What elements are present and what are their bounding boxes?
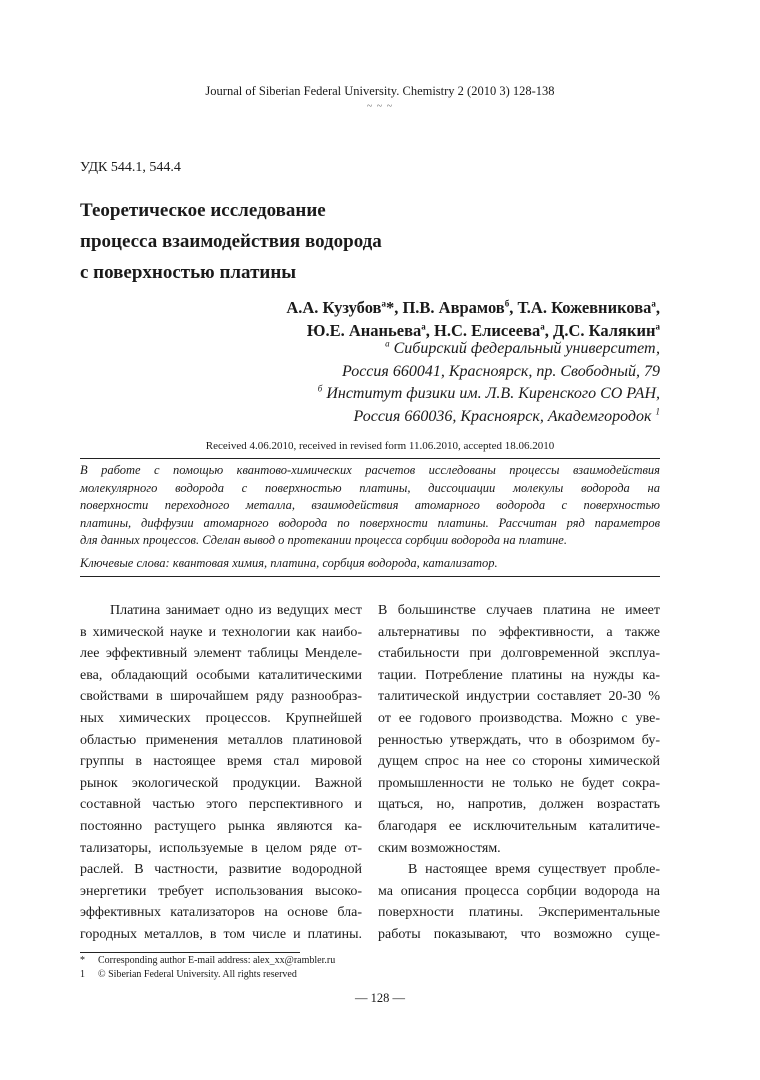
footnote-text: Corresponding author E-mail address: alex_xx@rambler.ru (98, 955, 336, 966)
abstract-bottom-rule (80, 576, 660, 577)
body-line: ренностью утверждать, что в обозримом бу- (378, 732, 660, 748)
body-column-right (378, 600, 660, 946)
author-line-1 (286, 296, 660, 319)
abstract-top-rule (80, 458, 660, 459)
body-line: тализаторы, используемые в целом ряде от- (80, 840, 362, 856)
footnote (80, 969, 297, 980)
title-line: процесса взаимодействия водорода (80, 231, 382, 252)
body-line: городных металлов, в том числе и платины. (80, 926, 362, 942)
udc-code: УДК 544.1, 544.4 (80, 160, 181, 175)
body-line: ных химических процессов. Крупнейшей (80, 710, 362, 726)
author-name: Ю.Е. Ананьева (306, 321, 422, 340)
affiliations (318, 338, 660, 428)
abstract-line: В работе с помощью квантово-химических расчетов исследованы процессы взаимодействия (80, 463, 660, 477)
body-line: дущем спрос на нее со стороны химической (378, 754, 660, 770)
body-line: раслей. В частности, развитие водородной (80, 862, 362, 878)
footnote-mark: * (80, 955, 85, 966)
header-ornament: ~ ~ ~ (366, 101, 394, 112)
body-line: альтернативы по эффективности, а также (378, 624, 660, 640)
body-line: работы показывают, что возможно суще- (378, 926, 660, 942)
author-name: Д.С. Калякин (553, 321, 656, 340)
author-affil-mark: а (421, 321, 426, 332)
body-line: рынок экологической продукции. Важной (80, 775, 362, 791)
author-name: П.В. Аврамов (402, 298, 505, 317)
body-line: составной частью этого перспективного и (80, 797, 362, 813)
author-separator: , (425, 321, 435, 340)
author-list (286, 296, 660, 342)
body-line: промышленности не только не будет сокра- (378, 775, 660, 791)
journal-header: Journal of Siberian Federal University. Chemistry 2 (2010 3) 128-138 (205, 84, 555, 98)
author-separator: , (509, 298, 518, 317)
author-separator: , (394, 298, 403, 317)
paper-title (80, 195, 500, 288)
footnote-text: © Siberian Federal University. All rights reserved (98, 969, 297, 980)
affiliation-a-address: Россия 660041, Красноярск, пр. Свободный, 79 (342, 362, 660, 380)
footnote (80, 955, 335, 966)
corresponding-mark: * (385, 298, 395, 317)
affiliation-b (318, 383, 660, 406)
abstract-line: платины, диффузии атомарного водорода по поверхности платины. Рассчитан ряд параметров (80, 515, 660, 530)
author-affil-mark: а (540, 321, 545, 332)
body-line: талитической индустрии составляет 20-30 % (378, 689, 660, 705)
body-line: тации. Потребление платины на нужды ка- (378, 667, 660, 683)
body-line: постоянно растущего рынка являются ка- (80, 818, 362, 834)
body-line: эффективных катализаторов на основе бла- (80, 905, 362, 921)
author-separator: , (544, 321, 553, 340)
received-dates: Received 4.06.2010, received in revised form 11.06.2010, accepted 18.06.2010 (205, 440, 555, 452)
affiliation-b-address (318, 406, 660, 429)
author-affil-mark: б (504, 298, 510, 309)
abstract-line: молекулярного водорода с поверхностью платины, диссоциации молекулы водорода на (80, 480, 660, 495)
footnote-mark: 1 (80, 969, 85, 980)
body-column-left (80, 600, 362, 946)
footnote-ref: 1 (655, 406, 660, 417)
affiliation-a (318, 338, 660, 361)
abstract (80, 462, 660, 550)
title-line: с поверхностью платины (80, 262, 297, 283)
affil-text: Россия 660036, Красноярск, Академгородок (353, 407, 656, 425)
body-line: Платина занимает одно из ведущих мест (110, 603, 362, 618)
author-name: А.А. Кузубов (286, 298, 382, 317)
body-line: свойствами в широчайшем ряду разнообраз- (80, 689, 362, 705)
body-line: щаться, но, напротив, должен возрастать (378, 797, 660, 813)
body-line: областью применения металлов платиновой (80, 732, 362, 748)
body-line: ева, обладающий особыми каталитическими (80, 667, 362, 683)
body-line: от ее годового производства. Можно с уве- (378, 710, 660, 726)
body-line: поверхности платины. Экспериментальные (378, 905, 660, 921)
author-affil-mark: а (651, 298, 656, 309)
body-line: ским возможностям. (378, 840, 501, 856)
author-name: Т.А. Кожевникова (517, 298, 652, 317)
abstract-line: поверхности переходного металла, взаимодействия атомарного водорода с поверхностью (80, 498, 660, 512)
author-separator: , (655, 298, 660, 317)
body-line: в химической науке и технологии как наибо- (80, 624, 362, 640)
body-line: группы в настоящее время стал мировой (80, 754, 362, 770)
body-line: ма описания процесса сорбции водорода на (378, 883, 660, 899)
body-line: В настоящее время существует пробле- (408, 862, 660, 878)
body-line: благодаря ее исключительным каталитиче- (378, 818, 660, 834)
body-line: энергетики требует использования высоко- (80, 883, 362, 899)
footnote-rule (80, 952, 300, 953)
affil-mark: а (385, 338, 390, 349)
author-affil-mark: а (655, 321, 660, 332)
author-affil-mark: а (381, 298, 386, 309)
body-line: В большинстве случаев платина не имеет (378, 603, 660, 618)
affil-mark: б (317, 383, 323, 394)
body-line: стабильности при долговременной эксплуа- (378, 646, 660, 662)
page-number: — 128 — (355, 991, 405, 1005)
affil-text: Институт физики им. Л.В. Киренского СО РАН, (322, 385, 660, 402)
body-line: лее эффективный элемент таблицы Менделе- (80, 646, 362, 662)
author-name: Н.С. Елисеева (434, 321, 541, 340)
affil-text: Сибирский федеральный университет, (389, 340, 660, 357)
title-line: Теоретическое исследование (80, 200, 326, 221)
abstract-line: для данных процессов. Сделан вывод о протекании процесса сорбции водорода на платине. (80, 533, 567, 547)
keywords: Ключевые слова: квантовая химия, платина, сорбция водорода, катализатор. (80, 556, 498, 570)
